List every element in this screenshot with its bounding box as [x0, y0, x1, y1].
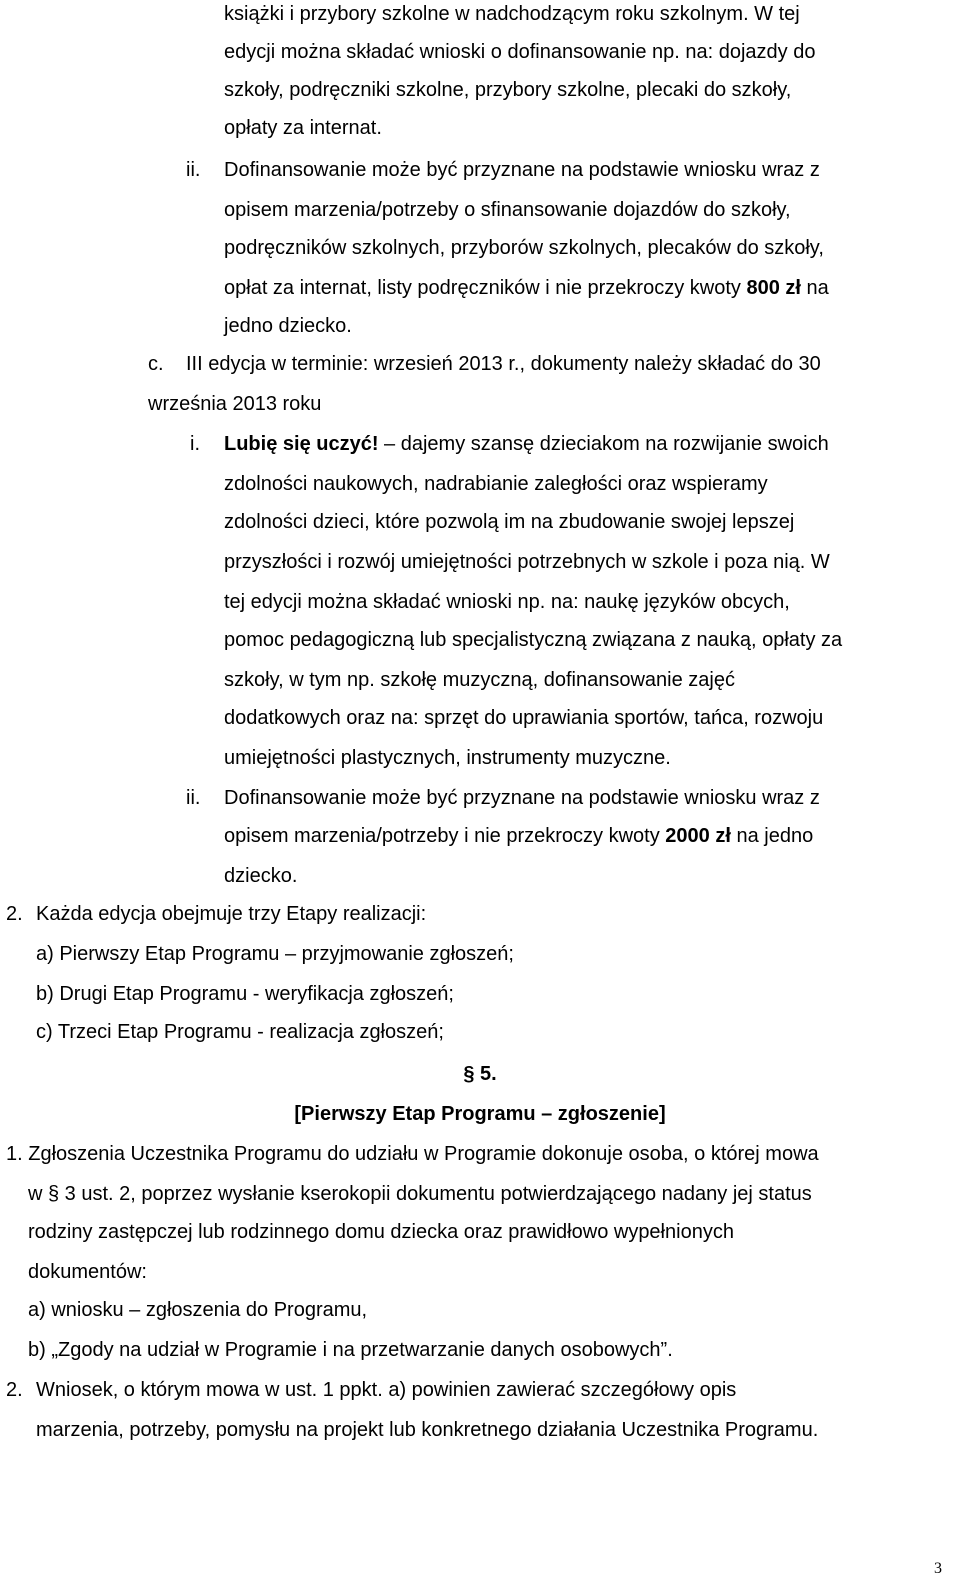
text-line — [224, 824, 813, 848]
text-line: 1. Zgłoszenia Uczestnika Programu do udziału w Programie dokonuje osoba, o której mowa — [6, 1143, 819, 1165]
list-item: c) Trzeci Etap Programu - realizacja zgłoszeń; — [36, 1021, 444, 1043]
text-line: umiejętności plastycznych, instrumenty muzyczne. — [224, 747, 671, 769]
text-span: opisem marzenia/potrzeby i nie przekroczy kwoty — [224, 825, 666, 847]
text-line: szkoły, w tym np. szkołę muzyczną, dofinansowanie zajęć — [224, 669, 735, 691]
text-span: opłat za internat, listy podręczników i nie przekroczy kwoty — [224, 277, 747, 299]
text-line: Każda edycja obejmuje trzy Etapy realizacji: — [36, 903, 427, 925]
text-span: na — [800, 277, 829, 299]
text-span: książki i przybory szkolne w nadchodzącym roku szkolnym. W tej — [224, 3, 800, 25]
text-line — [224, 432, 829, 456]
text-line: Dofinansowanie może być przyznane na podstawie wniosku wraz z — [224, 787, 820, 809]
list-marker: ii. — [186, 787, 201, 809]
text-line — [224, 2, 942, 26]
section-title: [Pierwszy Etap Programu – zgłoszenie] — [294, 1103, 666, 1125]
text-line: przyszłości i rozwój umiejętności potrzebnych w szkole i poza nią. W — [224, 551, 830, 573]
text-line: tej edycji można składać wnioski np. na: naukę języków obcych, — [224, 591, 790, 613]
text-line: Dofinansowanie może być przyznane na podstawie wniosku wraz z — [224, 159, 820, 181]
text-line: dziecko. — [224, 865, 298, 887]
text-line: opisem marzenia/potrzeby o sfinansowanie dojazdów do szkoły, — [224, 199, 791, 221]
text-line: rodziny zastępczej lub rodzinnego domu dziecka oraz prawidłowo wypełnionych — [28, 1221, 734, 1243]
text-line: pomoc pedagogiczną lub specjalistyczną związana z nauką, opłaty za — [224, 629, 843, 651]
text-line: Wniosek, o którym mowa w ust. 1 ppkt. a) powinien zawierać szczegółowy opis — [36, 1379, 737, 1401]
text-line: września 2013 roku — [148, 393, 322, 415]
text-line: zdolności naukowych, nadrabianie zaległości oraz wspieramy — [224, 473, 768, 495]
text-line: szkoły, podręczniki szkolne, przybory szkolne, plecaki do szkoły, — [224, 79, 792, 101]
text-span: na jedno — [730, 825, 814, 847]
text-line: jedno dziecko. — [224, 315, 352, 337]
text-line: III edycja w terminie: wrzesień 2013 r., dokumenty należy składać do 30 — [186, 353, 821, 375]
list-item: b) Drugi Etap Programu - weryfikacja zgłoszeń; — [36, 983, 454, 1005]
list-marker: ii. — [186, 159, 201, 181]
text-line: dokumentów: — [28, 1261, 147, 1283]
list-marker: 2. — [6, 1379, 23, 1401]
list-marker: c. — [148, 353, 164, 375]
page-number: 3 — [934, 1560, 942, 1577]
amount: 800 zł — [746, 277, 801, 299]
text-line: marzenia, potrzeby, pomysłu na projekt lub konkretnego działania Uczestnika Programu. — [36, 1419, 819, 1441]
section-number: § 5. — [463, 1063, 497, 1085]
text-line: opłaty za internat. — [224, 117, 382, 139]
list-item: a) wniosku – zgłoszenia do Programu, — [28, 1299, 368, 1321]
text-line: zdolności dzieci, które pozwolą im na zbudowanie swojej lepszej — [224, 511, 795, 533]
list-marker: 2. — [6, 903, 23, 925]
text-line: dodatkowych oraz na: sprzęt do uprawiania sportów, tańca, rozwoju — [224, 707, 824, 729]
list-item: a) Pierwszy Etap Programu – przyjmowanie zgłoszeń; — [36, 943, 514, 965]
amount: 2000 zł — [665, 825, 731, 847]
edition-name: Lubię się uczyć! — [224, 433, 379, 455]
list-marker: i. — [190, 433, 200, 455]
text-span: – dajemy szansę dzieciakom na rozwijanie swoich — [378, 433, 829, 455]
text-line: w § 3 ust. 2, poprzez wysłanie kserokopii dokumentu potwierdzającego nadany jej status — [28, 1183, 812, 1205]
list-item: b) „Zgody na udział w Programie i na przetwarzanie danych osobowych”. — [28, 1339, 673, 1361]
text-line: podręczników szkolnych, przyborów szkolnych, plecaków do szkoły, — [224, 237, 824, 259]
text-line: edycji można składać wnioski o dofinansowanie np. na: dojazdy do — [224, 41, 816, 63]
text-line — [224, 276, 829, 300]
